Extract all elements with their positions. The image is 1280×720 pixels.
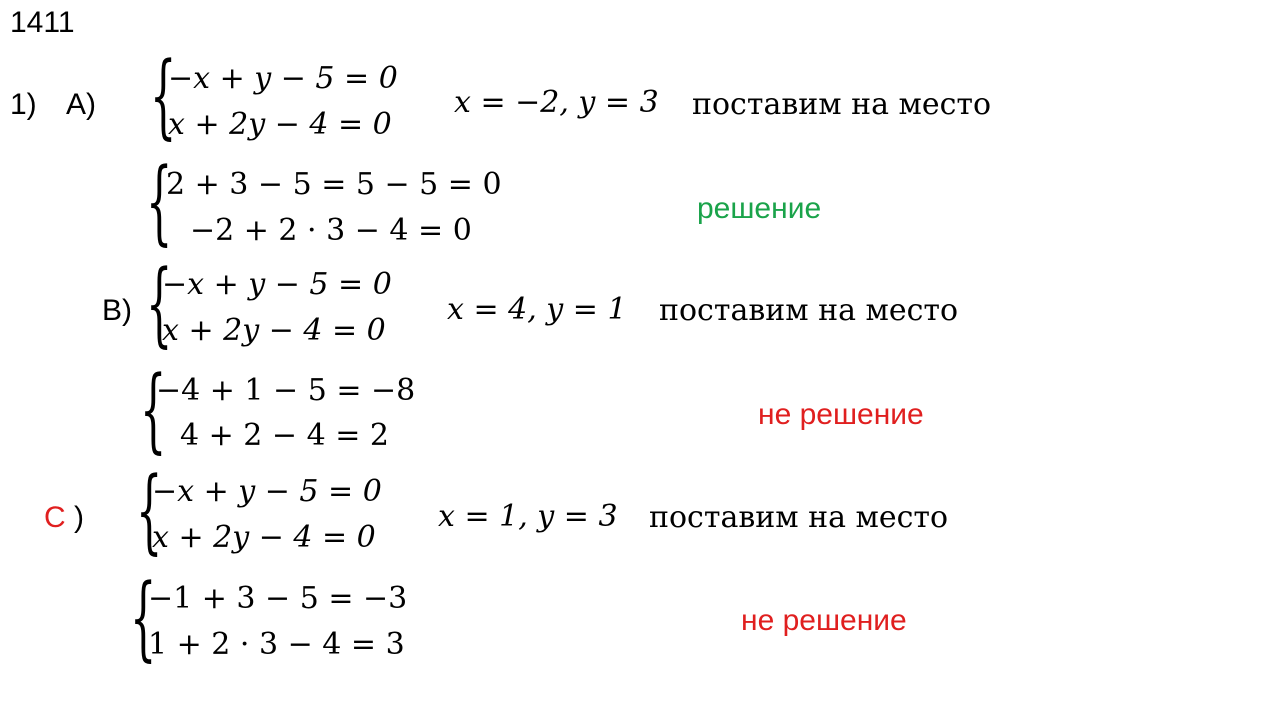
case-a-label: A) <box>66 88 96 121</box>
case-b-check-2: 4 + 2 − 4 = 2 <box>180 418 389 453</box>
case-a-check-1: 2 + 3 − 5 = 5 − 5 = 0 <box>166 167 502 202</box>
case-c-check-2: 1 + 2 · 3 − 4 = 3 <box>148 627 405 662</box>
case-c-label-paren: ) <box>74 501 85 534</box>
case-b-label: B) <box>102 294 132 327</box>
case-b-check-1: −4 + 1 − 5 = −8 <box>156 373 416 408</box>
case-c-equation-2: x + 2y − 4 = 0 <box>152 520 376 555</box>
case-a-action: поставим на место <box>692 87 992 122</box>
case-b-equation-2: x + 2y − 4 = 0 <box>162 313 386 348</box>
case-b-action: поставим на место <box>659 293 959 328</box>
case-c-check-1: −1 + 3 − 5 = −3 <box>148 581 408 616</box>
case-b-system-brace: { <box>146 250 173 357</box>
case-c-system-brace: { <box>136 457 163 564</box>
case-a-system-brace: { <box>150 42 177 149</box>
case-b-check-brace: { <box>140 356 167 463</box>
case-a-equation-1: −x + y − 5 = 0 <box>168 61 398 96</box>
case-c-check-brace: { <box>130 564 157 671</box>
case-c-label-letter: C <box>44 501 66 534</box>
case-a-check-brace: { <box>146 148 173 255</box>
case-c-verdict: не решение <box>741 604 907 637</box>
case-b-verdict: не решение <box>758 398 924 431</box>
case-c-values: x = 1, y = 3 <box>438 499 618 534</box>
case-b-equation-1: −x + y − 5 = 0 <box>162 267 392 302</box>
case-a-values: x = −2, y = 3 <box>454 85 659 120</box>
problem-number: 1411 <box>10 6 75 39</box>
part-label: 1) <box>10 88 37 121</box>
case-a-verdict: решение <box>697 192 822 225</box>
case-c-action: поставим на место <box>649 500 949 535</box>
case-b-values: x = 4, y = 1 <box>447 292 627 327</box>
case-a-check-2: −2 + 2 · 3 − 4 = 0 <box>190 213 472 248</box>
case-c-label <box>44 503 84 533</box>
case-a-equation-2: x + 2y − 4 = 0 <box>168 107 392 142</box>
case-c-equation-1: −x + y − 5 = 0 <box>152 474 382 509</box>
